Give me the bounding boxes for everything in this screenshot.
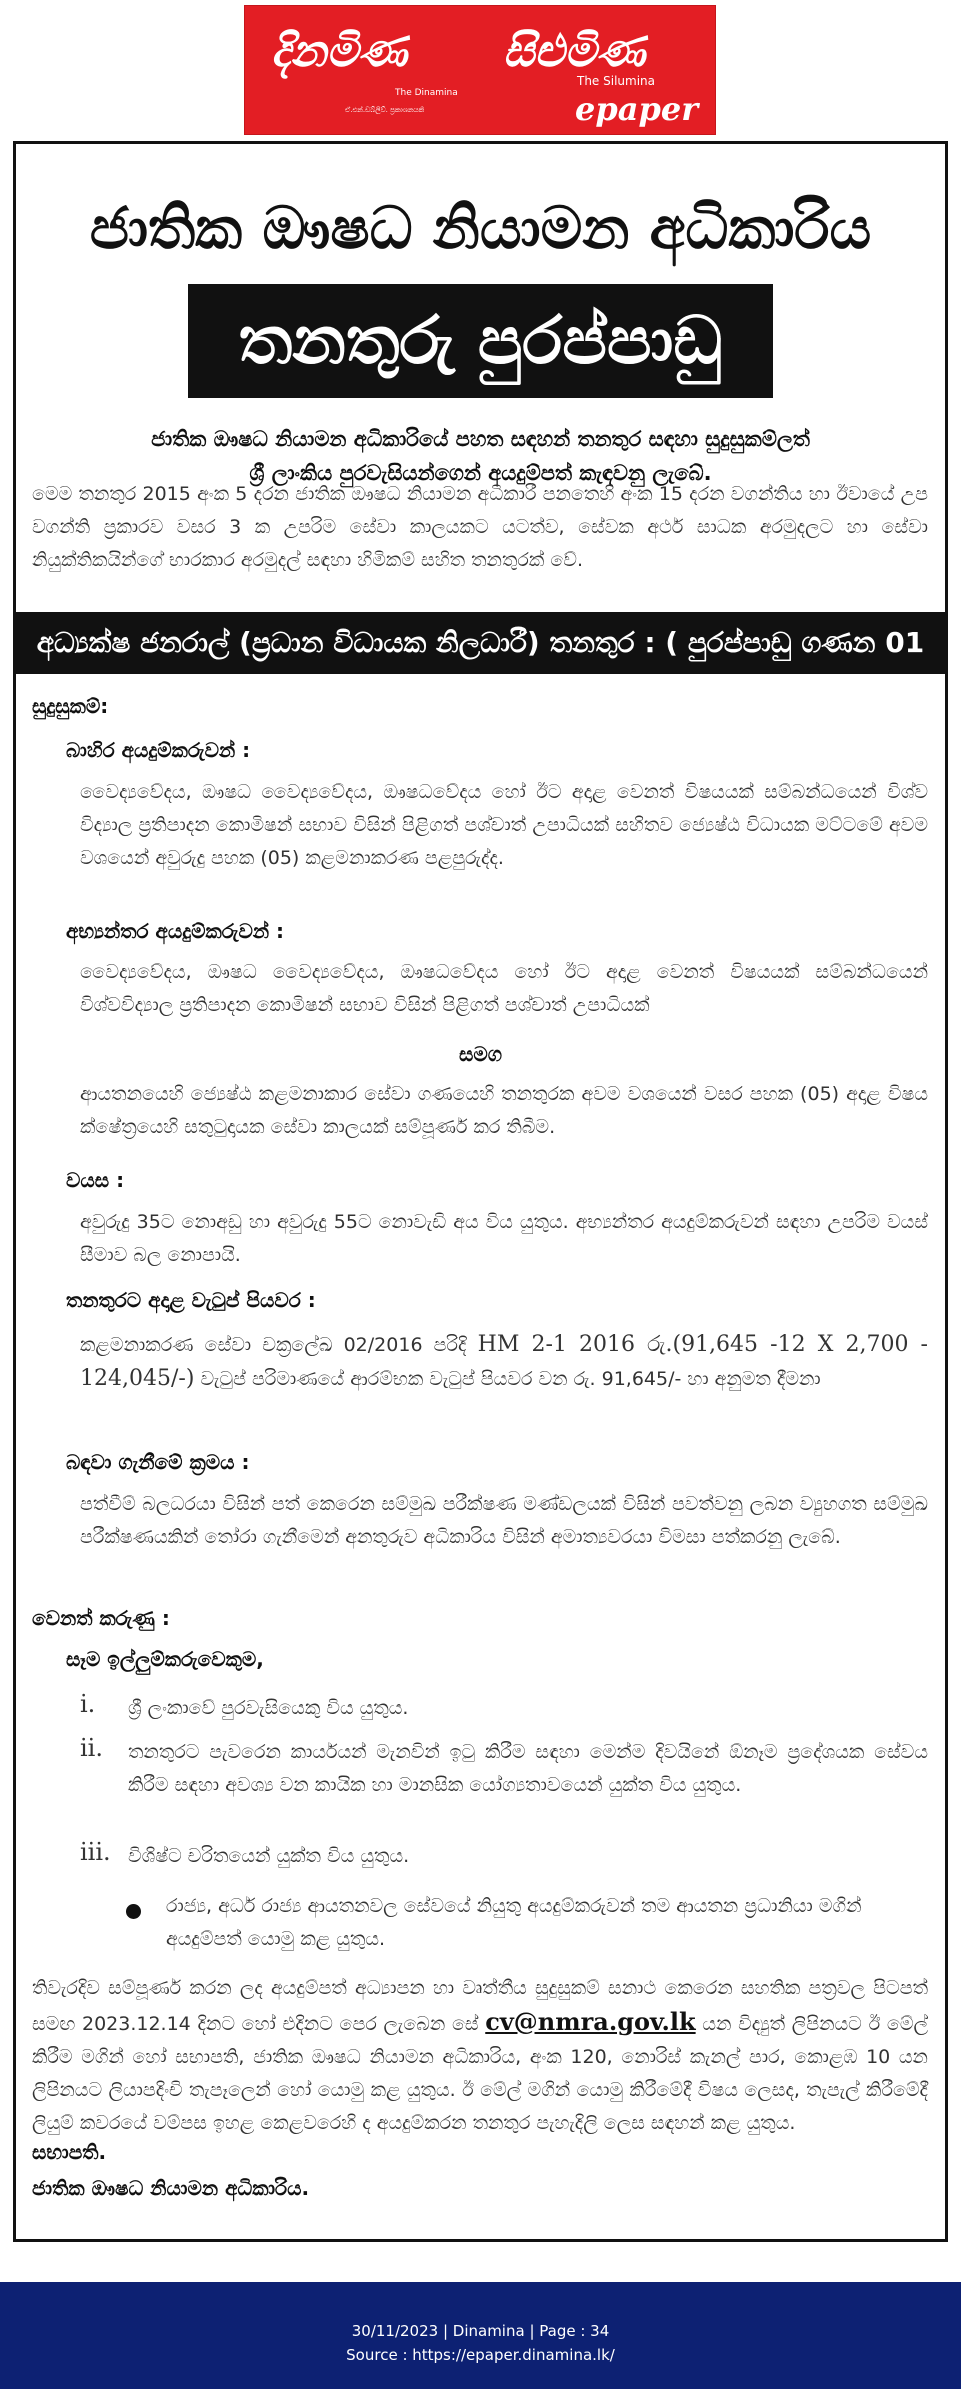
other-heading: වෙනත් කරුණු : xyxy=(32,1606,170,1630)
closing-text-1: තිවැරදිව සම්පූර්ණ කරන ලද අයදුම්පත් අධ්‍යාපන හා වෘත්තීය සුදුසුකම් සනාථ කෙරෙන සහතික පත්‍රවල පිටපත් සමඟ 2023.12.14 දිනට හෝ එදිනට පෙර ලැබෙන සේ xyxy=(32,1977,928,2035)
item-text: ශ්‍රී ලංකාවේ පුරවැසියෙකු විය යුතුය. xyxy=(128,1697,409,1719)
footer-source[interactable]: Source : https://epaper.dinamina.lk/ xyxy=(346,2346,615,2364)
dinamina-sub: The Dinamina xyxy=(395,88,458,98)
closing-text xyxy=(32,1972,928,2140)
silumina-sub: The Silumina xyxy=(577,74,656,88)
description: මෙම තනතුර 2015 අංක 5 දරන ජාතික ඖෂධ නියාමන අධිකාරී පනතෙහි අංක 15 දරන වගන්තිය හා ඊවායේ උප වගන්ති ප්‍රකාරව වසර 3 ක උපරිම සේවා කාලයකට යටත්ව, සේවක අර්ථ සාධක අරමුදලට හා සේවා නියුක්තිකයින්ගේ භාරකාර අරමුදල් සඳහා හිමිකම් සහිත තනතුරක් වේ. xyxy=(32,483,928,571)
signature-title: සභාපති. xyxy=(32,2140,107,2164)
salary-heading: තනතුරට අදාළ වැටුප් පියවර : xyxy=(66,1288,316,1312)
org-title: ජාතික ඖෂධ නියාමන අධිකාරිය xyxy=(89,194,872,262)
item-text: තනතුරට පැවරෙන කාර්යයන් මැනවින් ඉටු කිරීම සඳහා මෙන්ම දිවයිනේ ඕනෑම ප්‍රදේශයක සේවය කිරීම සඳහා අවශ්‍ය වන කායික හා මානසික යෝග්‍යතාවයෙන් යුක්ත විය යුතුය. xyxy=(128,1741,928,1796)
recruitment-heading: බඳවා ගැනීමේ ක්‍රමය : xyxy=(66,1450,250,1474)
post-title-bar: අධ්‍යක්ෂ ජනරාල් (ප්‍රධාන විධායක නිලධාරී) තනතුර : ( පුරප්පාඩු ගණන 01 යි) xyxy=(16,612,945,674)
signature-org: ජාතික ඖෂධ නියාමන අධිකාරිය. xyxy=(32,2176,310,2200)
silumina-logo-text: සිළුමිණ xyxy=(503,26,646,77)
item-number: ii. xyxy=(80,1734,103,1762)
intro-line-1: ජාතික ඖෂධ නියාමන අධිකාරියේ පහත සඳහන් තනතුර සඳහා සුදුසුකම්ලත් xyxy=(151,427,810,451)
item-number: iii. xyxy=(80,1838,111,1866)
bullet-icon xyxy=(126,1904,141,1919)
salary-code: HM 2-1 2016 රු.(91,645 -12 X 2,700 - 124,045/-) xyxy=(80,1332,928,1391)
vacancy-advertisement xyxy=(13,141,948,2242)
masthead-logo[interactable] xyxy=(244,5,716,135)
every-applicant-heading: සෑම ඉල්ලුම්කරුවෙකුම, xyxy=(66,1647,264,1671)
salary-text-2: වැටුප් පරිමාණයේ ආරම්භක වැටුප් පියවර වන රු. 91,645/- හා අනුමත දීමනා xyxy=(200,1368,821,1390)
footer-date-page: 30/11/2023 | Dinamina | Page : 34 xyxy=(351,2322,610,2340)
internal-heading: අභ්‍යන්තර අයදුම්කරුවන් : xyxy=(66,919,285,943)
salary-text-1: කළමනාකරණ සේවා චක්‍රලේඛ 02/2016 පරිදි xyxy=(80,1334,467,1356)
dinamina-logo-text: දිනමිණ xyxy=(271,26,408,77)
vacancies-banner: තනතුරු පුරප්පාඩු xyxy=(188,284,773,398)
internal-text: වෛද්‍යවේදය, ඖෂධ වෛද්‍යවේදය, ඖෂධවේදය හෝ ඊට අදාළ වෙනත් විෂයයක් සම්බන්ධයෙන් විශ්වවිද්‍යාල ප්‍රතිපාදන කොමිෂන් සභාව විසින් පිළිගත් පශ්චාත් උපාධියක් xyxy=(80,961,928,1016)
qualifications-heading: සුදුසුකම්: xyxy=(32,694,109,718)
external-text: වෛද්‍යවේදය, ඖෂධ වෛද්‍යවේදය, ඖෂධවේදය හෝ ඊට අදාළ වෙනත් විෂයයක් සම්බන්ධයෙන් විශ්ව විද්‍යාල ප්‍රතිපාදන කොමිෂන් සභාව විසින් පිළිගත් පශ්චාත් උපාධියක් සහිතව ජ්‍යෙෂ්ඨ විධායක මට්ටමේ අවම වශයෙන් අවුරුදු පහක (05) කළමනාකරණ පළපුරුද්ද. xyxy=(80,781,928,869)
closing-text-2: යන විද්‍යුත් ලිපිනයට ඊ මේල් කිරීම මගින් හෝ සභාපති, ජාතික ඖෂධ නියාමන අධිකාරිය, අංක 120, නොරිස් කැනල් පාර, කොළඹ 10 යන ලිපිනයට ලියාපදිංචි තැපෑලෙන් හෝ යොමු කළ යුතුය. ඊ මේල් මගින් යොමු කිරීමේදී විෂය ලෙසද, තැපැල් කිරීමේදී ලියුම් කවරයේ වම්පස ඉහළ කෙළවරෙහි ද අයදුම්කරන තනතුර පැහැදිලි ලෙස සඳහන් කළ යුතුය. xyxy=(32,2013,928,2134)
footer xyxy=(0,2282,961,2389)
age-text: අවුරුදු 35ට නොඅඩු හා අවුරුදු 55ට නොවැඩි අය විය යුතුය. අභ්‍යන්තර අයදුම්කරුවන් සඳහා උපරිම වයස් සීමාව බල නොපායි. xyxy=(80,1211,929,1266)
external-heading: බාහිර අයදුම්කරුවන් : xyxy=(66,738,251,762)
recruitment-text: පත්වීම් බලධරයා විසින් පත් කෙරෙන සම්මුඛ පරීක්ෂණ මණ්ඩලයක් විසින් පවත්වනු ලබන ව්‍යුහගත සම්මුඛ පරීක්ෂණයකින් තෝරා ගැනීමෙන් අනතුරුව අධිකාරිය විසින් අමාත්‍යවරයා විමසා පත්කරනු ලැබේ. xyxy=(80,1493,928,1548)
internal-text-2: ආයතනයෙහි ජ්‍යෙෂ්ඨ කළමනාකාර සේවා ගණයෙහි තනතුරක අවම වශයෙන් වසර පහක (05) අදාළ විෂය ක්ෂේත්‍රයෙහි සතුටුදායක සේවා කාලයක් සම්පූර්ණ කර තිබීම. xyxy=(80,1083,928,1138)
and-label: සමග xyxy=(458,1042,503,1066)
item-number: i. xyxy=(80,1690,96,1718)
item-text: විශිෂ්ට චරිතයෙන් යුක්ත විය යුතුය. xyxy=(128,1845,410,1867)
intro-line-2: ශ්‍රී ලාංකිය පුරවැසියන්ගෙන් අයදුම්පත් කැඳවනු ලැබේ. xyxy=(249,461,712,485)
epaper-label: epaper xyxy=(575,90,699,128)
salary-text xyxy=(80,1328,928,1396)
age-heading: වයස : xyxy=(66,1168,125,1192)
logo-tagline: ඒ.එන්.ඩබ්ලිව්. ප්‍රකාශනයකි xyxy=(345,106,425,114)
bullet-text: රාජ්‍ය, අර්ධ රාජ්‍ය ආයතනවල සේවයේ නියුතු අයදුම්කරුවන් තම ආයතන ප්‍රධානියා මගින් අයදුම්පත් යොමු කළ යුතුය. xyxy=(166,1895,862,1950)
email-link[interactable]: cv@nmra.gov.lk xyxy=(485,2007,696,2036)
